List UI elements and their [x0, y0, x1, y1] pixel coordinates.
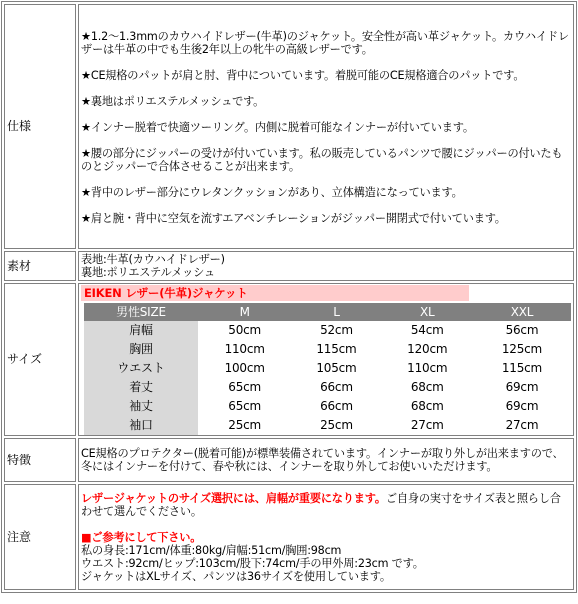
table-cell: 66cm — [320, 399, 353, 413]
row-label: 袖口 — [84, 416, 198, 435]
spec-table — [1, 1, 577, 593]
table-cell: 25cm — [320, 418, 353, 432]
table-cell: 105cm — [316, 361, 357, 375]
spec-paragraph-4: ★インナー脱着で快適ツーリング。内側に脱着可能なインナーが付いています。 — [81, 120, 474, 134]
table-cell: 68cm — [410, 380, 444, 394]
table-cell: 115cm — [501, 361, 543, 375]
feature-row — [4, 438, 574, 482]
feature-label: 特徴 — [4, 438, 76, 482]
spec-paragraph-5: ★腰の部分にジッパーの受けが付いています。私の販売しているパンツで腰にジッパーの付いたものとジッパーで合体させることが出来ます。 — [81, 146, 563, 173]
size-row — [4, 283, 574, 436]
note-row — [4, 484, 574, 590]
material-outer: 表地:牛革(カウハイドレザー) — [81, 253, 225, 266]
spec-row — [4, 4, 574, 249]
row-label: 胸囲 — [84, 340, 198, 359]
size-label: サイズ — [4, 283, 76, 436]
spec-content — [78, 4, 574, 249]
table-cell: 115cm — [316, 342, 357, 356]
row-label: 袖丈 — [84, 397, 198, 416]
row-label: ウエスト — [84, 359, 198, 378]
note-size-advice — [81, 492, 571, 518]
note-line-2: ウエスト:92cm/ヒップ:103cm/股下:74cm/手の甲外周:23cm です。 — [81, 556, 424, 570]
size-table — [84, 303, 571, 435]
table-cell: 54cm — [410, 323, 444, 337]
size-table-header — [84, 303, 571, 321]
header-cell: 男性SIZE — [84, 303, 198, 321]
material-row — [4, 251, 574, 281]
header-cell: L — [291, 303, 381, 321]
note-content — [78, 484, 574, 590]
spec-paragraph-7: ★肩と腕・背中に空気を流すエアベンチレーションがジッパー開閉式で付いています。 — [81, 211, 506, 225]
table-cell: 27cm — [410, 418, 444, 432]
note-line-3: ジャケットはXLサイズ、パンツは36サイズを使用しています。 — [81, 569, 391, 583]
table-cell: 125cm — [501, 342, 543, 356]
table-cell: 69cm — [505, 399, 539, 413]
material-content — [78, 251, 574, 281]
table-cell: 65cm — [228, 399, 262, 413]
spec-paragraph-3: ★裏地はポリエステルメッシュです。 — [81, 94, 265, 108]
table-cell: 25cm — [228, 418, 262, 432]
table-cell: 56cm — [505, 323, 539, 337]
table-cell: 50cm — [228, 323, 262, 337]
table-cell: 110cm — [407, 361, 448, 375]
table-row — [84, 378, 571, 397]
table-cell: 66cm — [320, 380, 353, 394]
spec-paragraph-6: ★背中のレザー部分にウレタンクッションがあり、立体構造になっています。 — [81, 185, 463, 199]
material-lining: 裏地:ポリエステルメッシュ — [81, 266, 215, 279]
header-cell: XXL — [473, 303, 571, 321]
table-row — [84, 340, 571, 359]
spec-paragraph-2: ★CE規格のパットが肩と肘、背中についています。着脱可能のCE規格適合のパットです。 — [81, 68, 525, 82]
feature-text: CE規格のプロテクター(脱着可能)が標準装備されています。インナーが取り外しが出来ますので、冬にはインナーを付けて、春や秋には、インナーを取り外してお使いいただけます。 — [78, 438, 574, 482]
table-cell: 68cm — [410, 399, 444, 413]
header-cell: XL — [382, 303, 473, 321]
table-cell: 120cm — [407, 342, 448, 356]
table-cell: 27cm — [505, 418, 539, 432]
table-cell: 110cm — [224, 342, 265, 356]
note-reference-title: ■ご参考にして下さい。 — [81, 530, 202, 544]
note-emphasis: レザージャケットのサイズ選択には、肩幅が重要になります。 — [81, 491, 386, 505]
table-row — [84, 359, 571, 378]
size-content — [78, 283, 574, 436]
table-row — [84, 397, 571, 416]
material-label: 素材 — [4, 251, 76, 281]
size-table-title: EIKEN レザー(牛革)ジャケット — [81, 285, 469, 301]
table-cell: 52cm — [320, 323, 353, 337]
row-label: 肩幅 — [84, 321, 198, 340]
note-label: 注意 — [4, 484, 76, 590]
note-line-1: 私の身長:171cm/体重:80kg/肩幅:51cm/胸囲:98cm — [81, 543, 342, 557]
row-label: 着丈 — [84, 378, 198, 397]
table-cell: 69cm — [505, 380, 539, 394]
note-advice-text: ご自身の実寸をサイズ表と照らし合わせて選んでください。 — [81, 491, 561, 518]
header-cell: M — [198, 303, 291, 321]
spec-paragraph-1: ★1.2〜1.3mmのカウハイドレザー(牛革)のジャケット。安全性が高い革ジャケット。カウハイドレザーは牛革の中でも生後2年以上の牝牛の高級レザーです。 — [81, 29, 569, 56]
table-row — [84, 321, 571, 340]
table-cell: 65cm — [228, 380, 262, 394]
table-cell: 100cm — [224, 361, 265, 375]
spec-label: 仕様 — [4, 4, 76, 249]
table-row — [84, 416, 571, 435]
